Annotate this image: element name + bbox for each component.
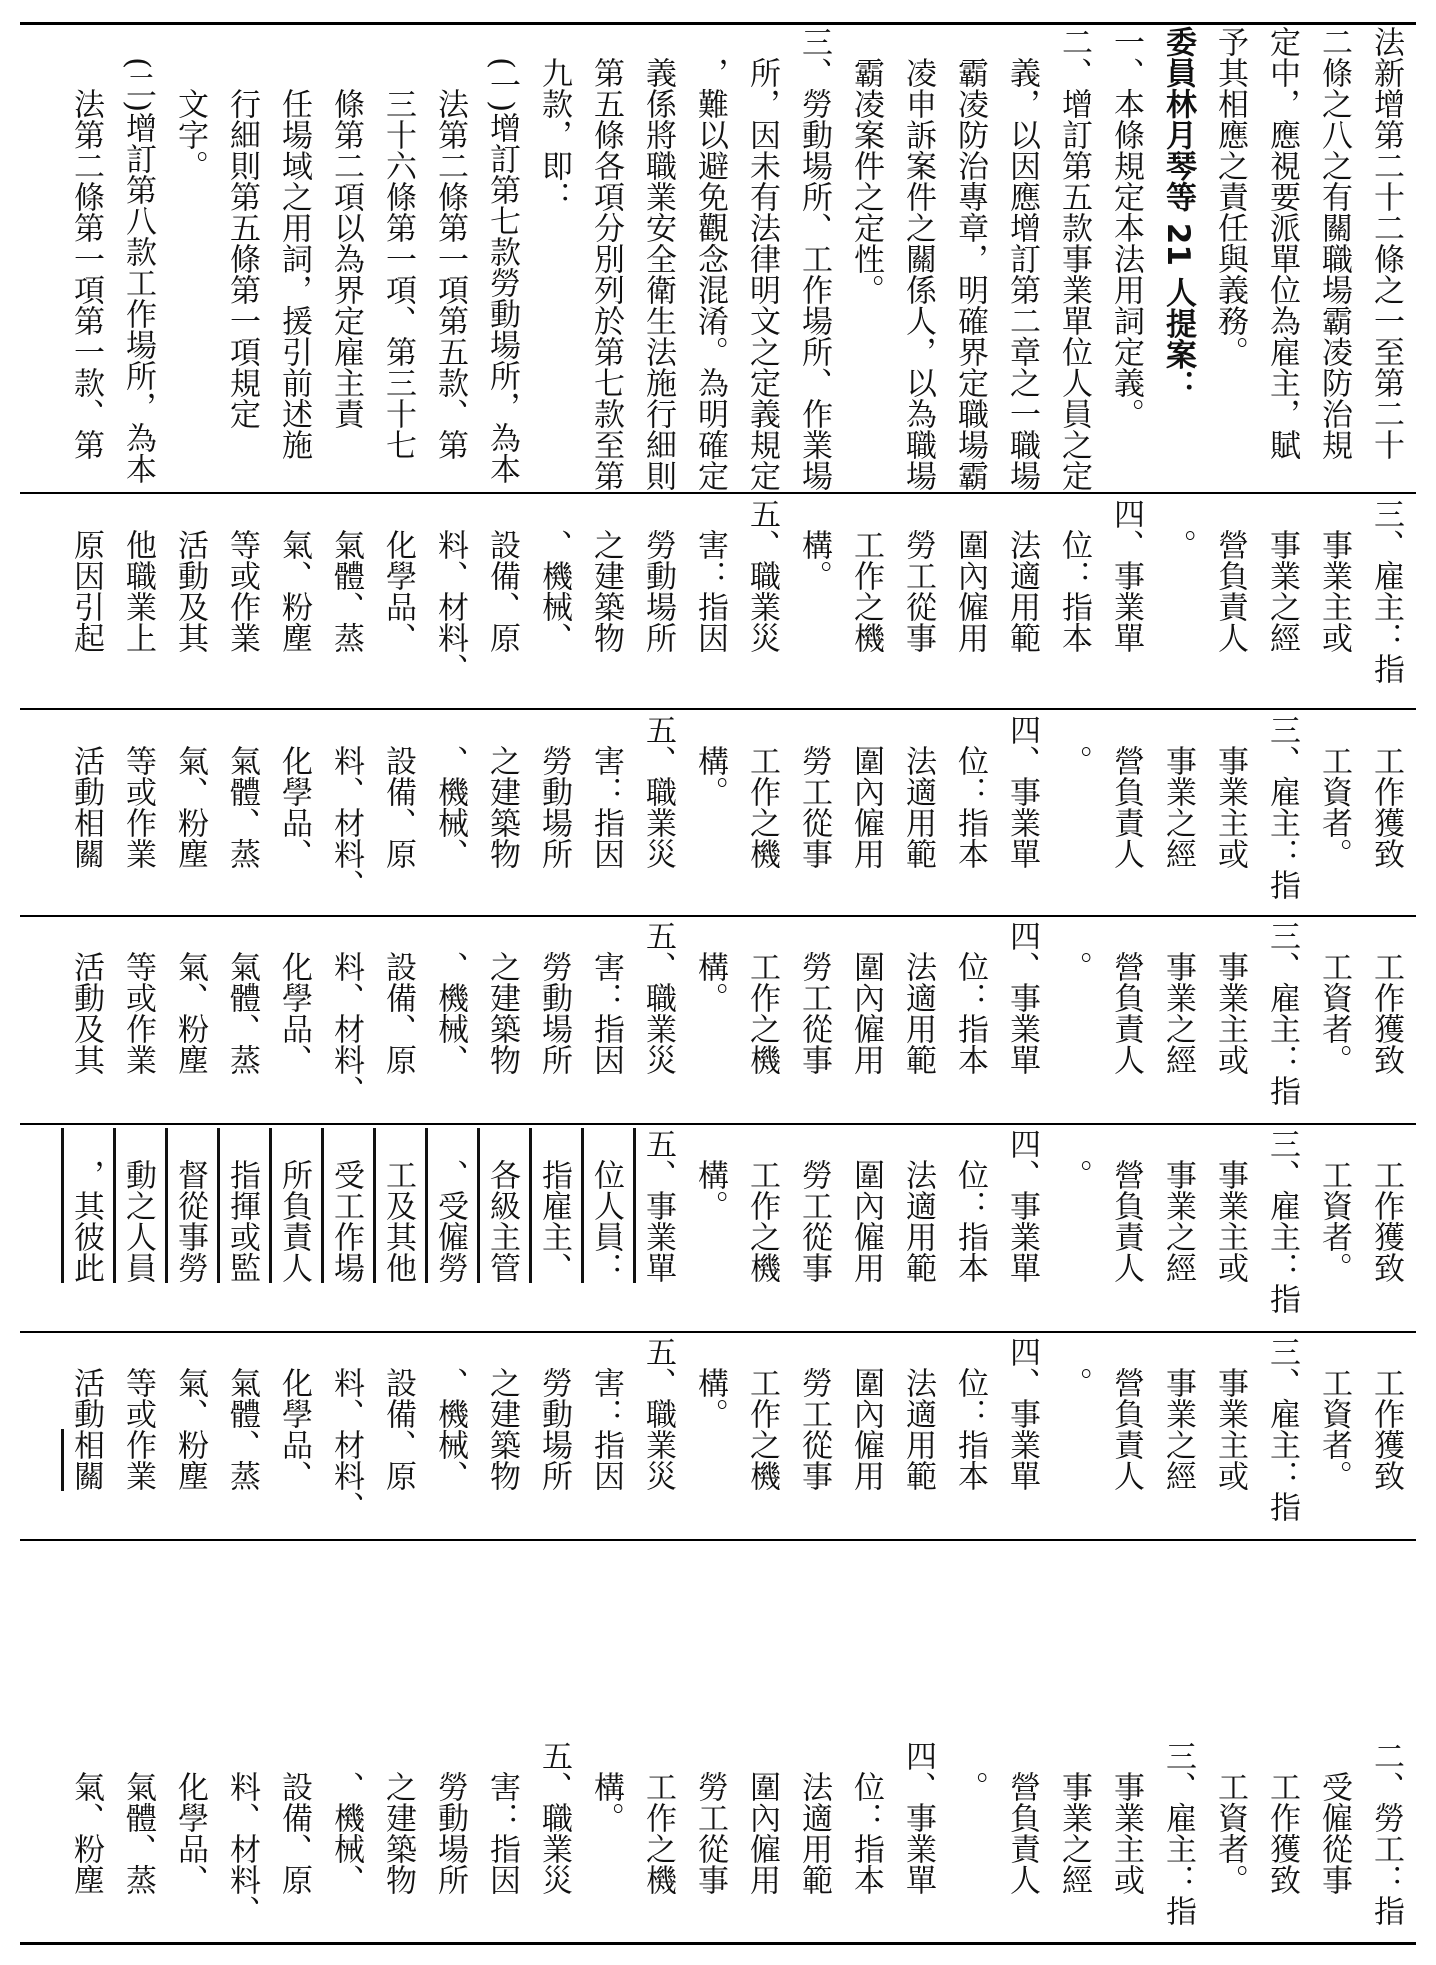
table-row-article xyxy=(24,1128,1412,1328)
text-line: 三十六條第一項、第三十七 xyxy=(380,26,416,460)
text-line: 、機械、 xyxy=(432,920,468,1075)
text-line: 工資者。 xyxy=(1316,714,1352,869)
text-line: 之建築物 xyxy=(588,498,624,653)
text-line: 任場域之用詞，援引前述施 xyxy=(276,26,312,460)
text-line: 四、事業單 xyxy=(1004,1336,1040,1491)
text-line: 構。 xyxy=(692,1128,728,1221)
text-line: 勞工從事 xyxy=(692,1740,728,1895)
text-line: 四、事業單 xyxy=(1004,714,1040,869)
text-line: 勞動場所 xyxy=(536,714,572,869)
text-line: 動之人員 xyxy=(120,1128,156,1283)
text-line: 。 xyxy=(952,1740,988,1802)
text-line: 三、雇主：指 xyxy=(1160,1740,1196,1926)
text-line: 構。 xyxy=(692,1336,728,1429)
text-line: 位：指本 xyxy=(1056,498,1092,653)
text-line: 工作之機 xyxy=(744,920,780,1075)
text-line: 五、職業災 xyxy=(640,714,676,869)
text-line: 指揮或監 xyxy=(224,1128,260,1283)
text-line: 營負責人 xyxy=(1004,1740,1040,1895)
text-line: 圍內僱用 xyxy=(952,498,988,653)
text-line: 氣體、蒸 xyxy=(120,1740,156,1895)
text-line: 營負責人 xyxy=(1108,920,1144,1075)
text-line: 三、雇主：指 xyxy=(1368,498,1404,684)
text-line: 。 xyxy=(1056,920,1092,982)
text-line: 九款，即： xyxy=(536,26,572,212)
text-line: 化學品、 xyxy=(276,920,312,1075)
text-line: 。 xyxy=(1056,1128,1092,1190)
text-line: 、機械、 xyxy=(432,714,468,869)
text-line: 二條之八之有關職場霸凌防治規 xyxy=(1316,26,1352,460)
text-line: 化學品、 xyxy=(276,1336,312,1491)
text-line: 勞動場所 xyxy=(536,1336,572,1491)
text-line: 營負責人 xyxy=(1108,1128,1144,1283)
text-line: 義，以因應增訂第二章之一職場 xyxy=(1004,26,1040,491)
text-line: 四、事業單 xyxy=(1004,920,1040,1075)
table-row-article xyxy=(24,1336,1412,1534)
text-line: 事業主或 xyxy=(1212,920,1248,1075)
text-line: 所，因未有法律明文之定義規定 xyxy=(744,26,780,491)
text-line: ，難以避免觀念混淆。為明確定 xyxy=(692,26,728,491)
text-line: 工資者。 xyxy=(1316,1128,1352,1283)
text-line: 三、雇主：指 xyxy=(1264,1336,1300,1522)
text-line: 法新增第二十二條之一至第二十 xyxy=(1368,26,1404,460)
text-line: 設備、原 xyxy=(276,1740,312,1895)
text-line: 事業主或 xyxy=(1212,1128,1248,1283)
text-line: 之建築物 xyxy=(484,920,520,1075)
text-line: 氣體、蒸 xyxy=(224,920,260,1075)
text-line: 害：指因 xyxy=(588,1336,624,1491)
text-line: 活動相關 xyxy=(68,714,104,869)
text-line: 營負責人 xyxy=(1212,498,1248,653)
text-line: 工資者。 xyxy=(1316,1336,1352,1491)
text-line: 三、勞動場所、工作場所、作業場 xyxy=(796,26,832,491)
text-line: 法適用範 xyxy=(1004,498,1040,653)
text-line: 勞工從事 xyxy=(796,1128,832,1283)
text-line: 四、事業單 xyxy=(1108,498,1144,653)
text-line: 。 xyxy=(1056,714,1092,776)
text-line: 化學品、 xyxy=(276,714,312,869)
text-line: 工作之機 xyxy=(744,714,780,869)
text-line: 、機械、 xyxy=(536,498,572,653)
text-line: 工作獲致 xyxy=(1368,714,1404,869)
text-line: 事業之經 xyxy=(1264,498,1300,653)
text-line: 構。 xyxy=(692,920,728,1013)
text-line: 事業主或 xyxy=(1108,1740,1144,1895)
text-line: 二、增訂第五款事業單位人員之定 xyxy=(1056,26,1092,491)
text-line: 工作之機 xyxy=(640,1740,676,1895)
text-line: 五、職業災 xyxy=(744,498,780,653)
text-line: 受僱從事 xyxy=(1316,1740,1352,1895)
text-line: 行細則第五條第一項規定 xyxy=(224,26,260,429)
text-line: 霸凌防治專章，明確界定職場霸 xyxy=(952,26,988,491)
text-line: 法適用範 xyxy=(900,714,936,869)
text-line: 事業主或 xyxy=(1212,714,1248,869)
text-line: 活動相關 xyxy=(68,1336,104,1491)
text-line: 五、職業災 xyxy=(640,1336,676,1491)
text-line: 勞工從事 xyxy=(796,714,832,869)
text-line: 之建築物 xyxy=(380,1740,416,1895)
text-line: 工作獲致 xyxy=(1264,1740,1300,1895)
text-line: 氣體、蒸 xyxy=(224,714,260,869)
row-divider xyxy=(20,915,1416,917)
text-line: 勞動場所 xyxy=(640,498,676,653)
text-line: 事業之經 xyxy=(1160,1336,1196,1491)
text-line: 事業之經 xyxy=(1056,1740,1092,1895)
text-line: 勞工從事 xyxy=(796,920,832,1075)
text-line: 位：指本 xyxy=(952,1128,988,1283)
table-row-article xyxy=(24,498,1412,706)
top-rule xyxy=(20,22,1416,25)
text-line: 法適用範 xyxy=(900,920,936,1075)
text-line: 文字。 xyxy=(172,26,208,181)
text-line: (一)增訂第七款勞動場所，為本 xyxy=(484,26,520,485)
text-line: 第五條各項分別列於第七款至第 xyxy=(588,26,624,491)
text-line: 料、材料、 xyxy=(328,1336,364,1522)
text-line: 法第二條第一項第五款、第 xyxy=(432,26,468,460)
text-line: 氣、粉塵 xyxy=(172,1336,208,1491)
text-line: 之建築物 xyxy=(484,1336,520,1491)
table-row-article xyxy=(24,920,1412,1120)
text-line: 法適用範 xyxy=(796,1740,832,1895)
text-line: 勞動場所 xyxy=(536,920,572,1075)
text-line: 條第二項以為界定雇主責 xyxy=(328,26,364,429)
text-line: 予其相應之責任與義務。 xyxy=(1212,26,1248,367)
text-line: 位人員： xyxy=(588,1128,624,1283)
text-line: 圍內僱用 xyxy=(848,1128,884,1283)
text-line: 害：指因 xyxy=(588,920,624,1075)
text-line: 工資者。 xyxy=(1316,920,1352,1075)
text-line: 。 xyxy=(1160,498,1196,560)
text-line: 一、本條規定本法用詞定義。 xyxy=(1108,26,1144,429)
text-line: 構。 xyxy=(796,498,832,591)
text-line: 氣、粉塵 xyxy=(172,920,208,1075)
text-line: 三、雇主：指 xyxy=(1264,1128,1300,1314)
text-line: 位：指本 xyxy=(952,714,988,869)
row-divider xyxy=(20,1123,1416,1125)
text-line: 工資者。 xyxy=(1212,1740,1248,1895)
text-line: 活動及其 xyxy=(68,920,104,1075)
underlined-text: 相關 xyxy=(68,1429,104,1491)
text-line: 霸凌案件之定性。 xyxy=(848,26,884,305)
text-line: 設備、原 xyxy=(484,498,520,653)
text-line: (二)增訂第八款工作場所，為本 xyxy=(120,26,156,485)
text-line: 料、材料、 xyxy=(432,498,468,684)
text-line: 工作獲致 xyxy=(1368,1128,1404,1283)
text-line: 事業之經 xyxy=(1160,1128,1196,1283)
text-line: 五、職業災 xyxy=(640,920,676,1075)
text-line: 法適用範 xyxy=(900,1128,936,1283)
text-line: 營負責人 xyxy=(1108,1336,1144,1491)
text-line: 工作之機 xyxy=(744,1128,780,1283)
text-line: 工作獲致 xyxy=(1368,920,1404,1075)
text-line: 氣、粉塵 xyxy=(276,498,312,653)
text-line: 害：指因 xyxy=(484,1740,520,1895)
text-line: 圍內僱用 xyxy=(848,1336,884,1491)
text-line: 指雇主、 xyxy=(536,1128,572,1283)
text-line: 氣體、蒸 xyxy=(328,498,364,653)
text-line: 督從事勞 xyxy=(172,1128,208,1283)
text-line: 化學品、 xyxy=(380,498,416,653)
text-line: 工作獲致 xyxy=(1368,1336,1404,1491)
text-line: 三、雇主：指 xyxy=(1264,920,1300,1106)
text-line: 氣、粉塵 xyxy=(172,714,208,869)
text-line: 圍內僱用 xyxy=(848,714,884,869)
text-line: 義係將職業安全衛生法施行細則 xyxy=(640,26,676,491)
text-line: 構。 xyxy=(588,1740,624,1833)
table-row-article xyxy=(24,714,1412,912)
text-line: 定中，應視要派單位為雇主，賦 xyxy=(1264,26,1300,460)
text-line: 受工作場 xyxy=(328,1128,364,1283)
text-line: 害：指因 xyxy=(692,498,728,653)
text-line: 四、事業單 xyxy=(900,1740,936,1895)
text-line: 料、材料、 xyxy=(328,714,364,900)
text-line: 氣、粉塵 xyxy=(68,1740,104,1895)
row-divider xyxy=(20,708,1416,710)
text-line: 工及其他 xyxy=(380,1128,416,1283)
text-line: 氣體、蒸 xyxy=(224,1336,260,1491)
row-divider xyxy=(20,1331,1416,1333)
table-row-explanation xyxy=(24,26,1412,490)
text-line: 設備、原 xyxy=(380,1336,416,1491)
text-line: 事業之經 xyxy=(1160,920,1196,1075)
row-divider xyxy=(20,1539,1416,1541)
text-line: 化學品、 xyxy=(172,1740,208,1895)
text-line: 之建築物 xyxy=(484,714,520,869)
text-line: 圍內僱用 xyxy=(744,1740,780,1895)
text-line: 、機械、 xyxy=(432,1336,468,1491)
text-line: 等或作業 xyxy=(120,714,156,869)
text-line: 等或作業 xyxy=(120,1336,156,1491)
bottom-rule xyxy=(20,1942,1416,1945)
text-line: 活動及其 xyxy=(172,498,208,653)
table-row-article xyxy=(24,1740,1412,1940)
text-line: 害：指因 xyxy=(588,714,624,869)
text-line: 等或作業 xyxy=(120,920,156,1075)
text-line: 事業主或 xyxy=(1212,1336,1248,1491)
text-line: 原因引起 xyxy=(68,498,104,653)
row-divider xyxy=(20,492,1416,494)
text-line: 勞工從事 xyxy=(900,498,936,653)
text-line: 設備、原 xyxy=(380,714,416,869)
text-line: 、機械、 xyxy=(328,1740,364,1895)
text-line: 各級主管 xyxy=(484,1128,520,1283)
text-line: 、受僱勞 xyxy=(432,1128,468,1283)
text-line: 構。 xyxy=(692,714,728,807)
text-line: 設備、原 xyxy=(380,920,416,1075)
text-line: 事業主或 xyxy=(1316,498,1352,653)
text-line: 位：指本 xyxy=(952,1336,988,1491)
text-line: 法第二條第一項第一款、第 xyxy=(68,26,104,460)
text-line: 工作之機 xyxy=(744,1336,780,1491)
text-line: 事業之經 xyxy=(1160,714,1196,869)
text-line: 工作之機 xyxy=(848,498,884,653)
text-line: 位：指本 xyxy=(848,1740,884,1895)
text-line: 料、材料、 xyxy=(328,920,364,1106)
text-line: 他職業上 xyxy=(120,498,156,653)
text-line: 五、職業災 xyxy=(536,1740,572,1895)
text-line: 料、材料、 xyxy=(224,1740,260,1926)
text-line: 圍內僱用 xyxy=(848,920,884,1075)
text-line: 等或作業 xyxy=(224,498,260,653)
text-line: 法適用範 xyxy=(900,1336,936,1491)
text-line: ，其彼此 xyxy=(68,1128,104,1283)
text-line: 勞動場所 xyxy=(432,1740,468,1895)
text-line: 委員林月琴等 21 人提案： xyxy=(1160,26,1196,401)
text-line: 凌申訴案件之關係人，以為職場 xyxy=(900,26,936,491)
text-line: 四、事業單 xyxy=(1004,1128,1040,1283)
text-line: 三、雇主：指 xyxy=(1264,714,1300,900)
text-line: 勞工從事 xyxy=(796,1336,832,1491)
text-line: 。 xyxy=(1056,1336,1092,1398)
text-line: 位：指本 xyxy=(952,920,988,1075)
table-row-empty xyxy=(24,1544,1412,1744)
text-line: 二、勞工：指 xyxy=(1368,1740,1404,1926)
text-line: 五、事業單 xyxy=(640,1128,676,1283)
text-line: 所負責人 xyxy=(276,1128,312,1283)
text-line: 營負責人 xyxy=(1108,714,1144,869)
